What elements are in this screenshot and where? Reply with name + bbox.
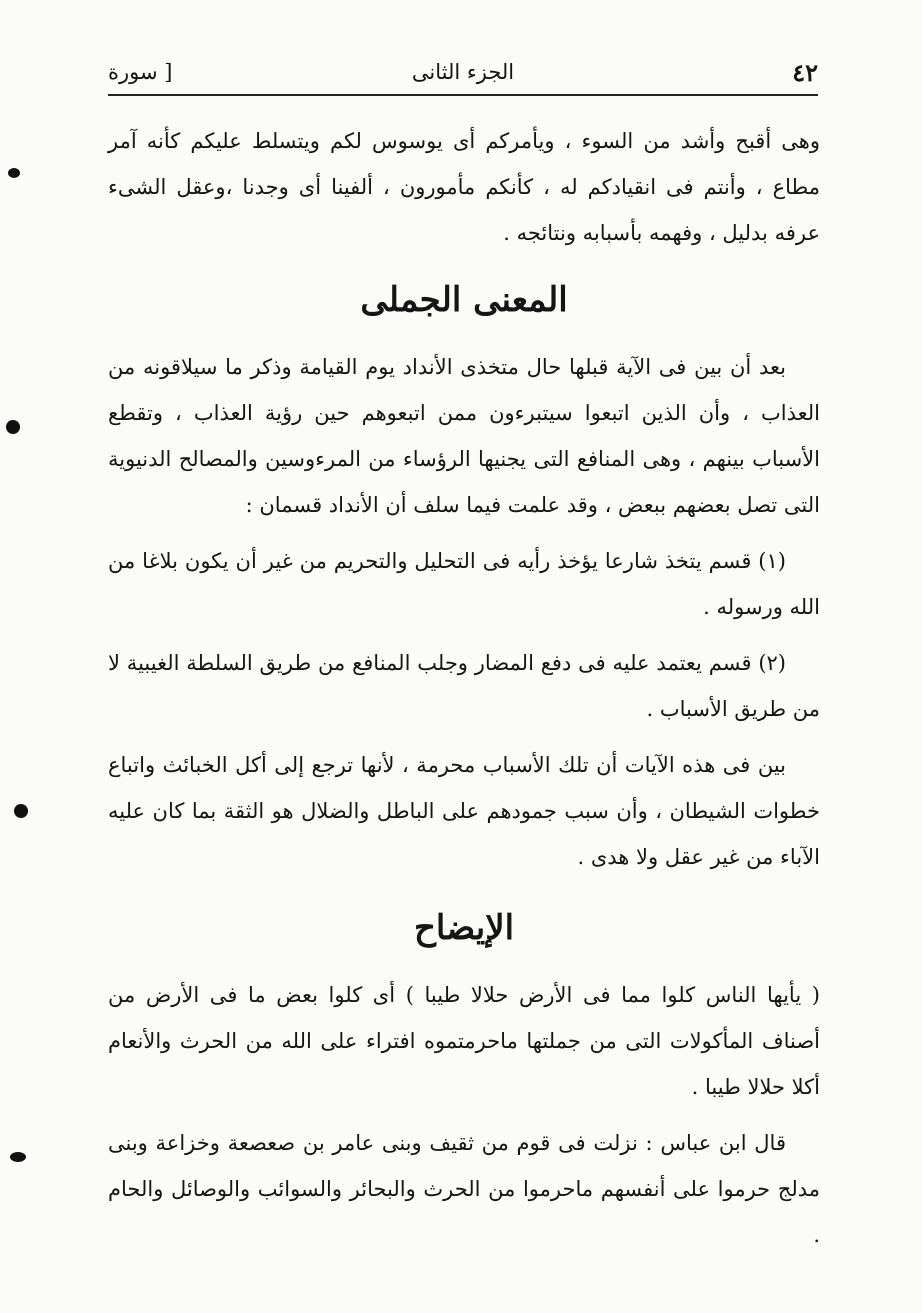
part-title: الجزء الثانى — [411, 60, 515, 84]
scan-speck — [8, 168, 20, 178]
paragraph-summary: بين فى هذه الآيات أن تلك الأسباب محرمة ، لأنها ترجع إلى أكل الخبائث واتباع خطوات الشيطان ، وأن سبب جمودهم على الباطل والضلال هو الثقة بما كان عليه الآباء من غير عقل ولا هدى . — [108, 753, 820, 869]
scan-speck — [6, 420, 20, 434]
paragraph-explanation: ( يأيها الناس كلوا مما فى الأرض حلالا طيبا ) أى كلوا بعض ما فى الأرض من أصناف المأكولات التى من جملتها ماحرمتموه افتراء على الله من الحرث والأنعام أكلا حلالا طيبا . — [108, 983, 820, 1099]
paragraph-item-1: (١) قسم يتخذ شارعا يؤخذ رأيه فى التحليل والتحريم من غير أن يكون بلاغا من الله ورسوله . — [108, 549, 820, 619]
heading-general-meaning: المعنى الجملى — [360, 280, 568, 320]
heading-explanation: الإيضاح — [413, 908, 515, 948]
page-body — [108, 118, 820, 1268]
paragraph-ibn-abbas: قال ابن عباس : نزلت فى قوم من ثقيف وبنى عامر بن صعصعة وخزاعة وبنى مدلج حرموا على أنفسهم ماحرموا من الحرث والبحائر والسوائب والوصائل والحام . — [108, 1131, 820, 1247]
sura-label: [ سورة — [108, 60, 173, 84]
page-header — [108, 52, 818, 96]
paragraph-item-2: (٢) قسم يعتمد عليه فى دفع المضار وجلب المنافع من طريق السلطة الغيبية لا من طريق الأسباب . — [108, 651, 820, 721]
page-number: ٤٢ — [792, 58, 818, 87]
scan-speck — [10, 1152, 26, 1162]
header-rule — [108, 94, 818, 96]
paragraph-general-meaning: بعد أن بين فى الآية قبلها حال متخذى الأنداد يوم القيامة وذكر ما سيلاقونه من العذاب ، وأن الذين اتبعوا سيتبرءون ممن اتبعوهم حين رؤية العذاب ، وتقطع الأسباب بينهم ، وهى المنافع التى يجنيها الرؤساء من المرءوسين والمصالح الدنيوية التى تصل بعضهم ببعض ، وقد علمت فيما سلف أن الأنداد قسمان : — [108, 355, 820, 517]
scan-speck — [14, 804, 28, 818]
paragraph-vocabulary: وهى أقبح وأشد من السوء ، ويأمركم أى يوسوس لكم ويتسلط عليكم كأنه آمر مطاع ، وأنتم فى انقيادكم له ، كأنكم مأمورون ، ألفينا أى وجدنا ،وعقل الشىء عرفه بدليل ، وفهمه بأسبابه ونتائجه . — [108, 129, 820, 245]
